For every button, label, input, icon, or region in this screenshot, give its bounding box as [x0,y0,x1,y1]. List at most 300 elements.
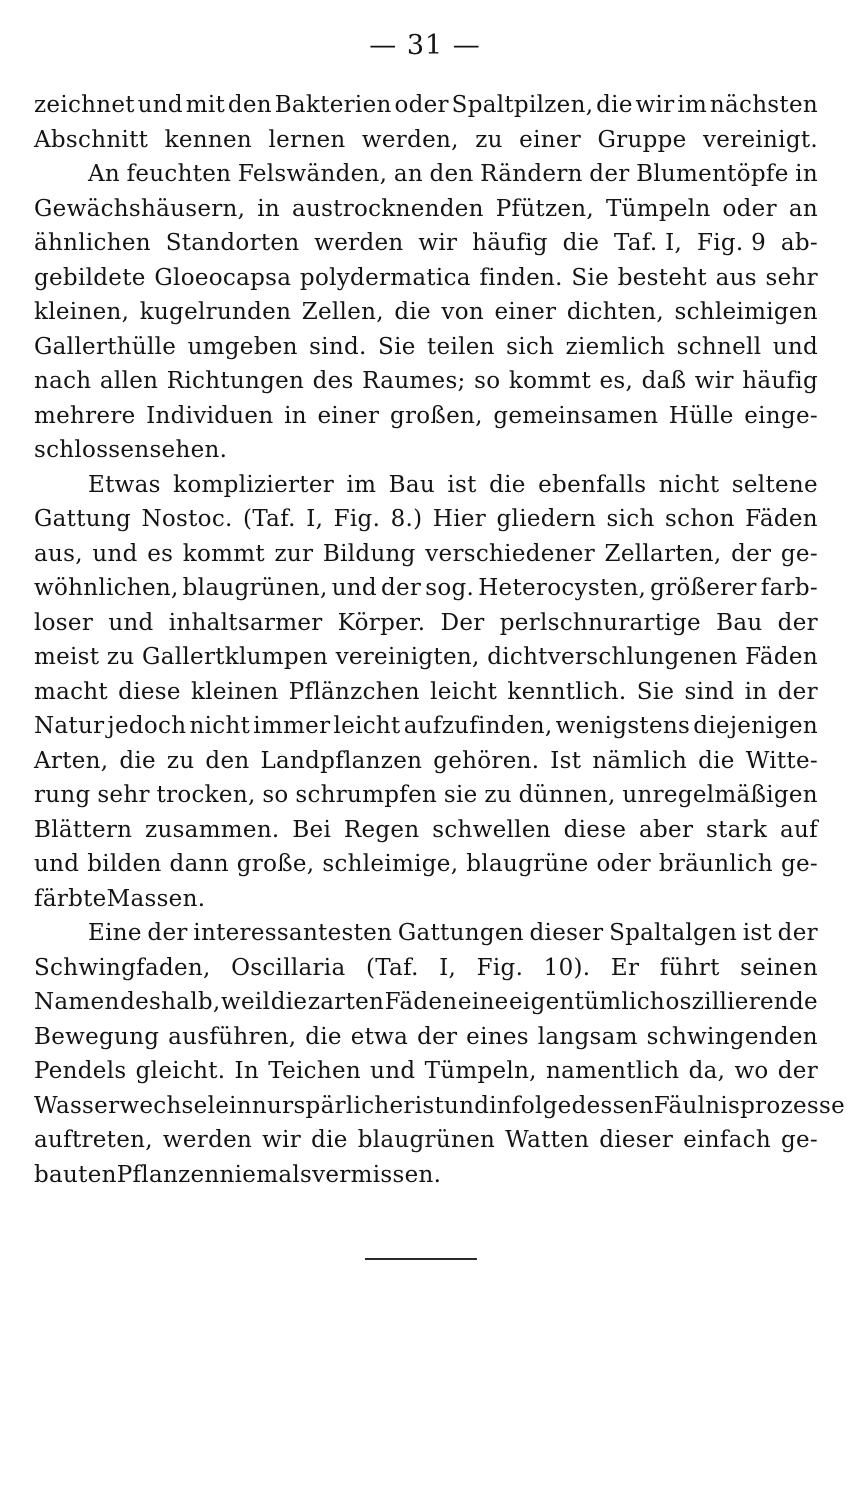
word: sie [443,782,478,808]
word: die [311,1127,348,1153]
word: und [137,92,183,118]
word: der [147,920,188,946]
word: Felswänden, [237,161,388,187]
word: im [677,92,708,118]
word: kennen [164,126,253,153]
word: und [92,540,138,567]
word: den [227,92,272,118]
word: kleinen, [34,299,130,325]
word: sich [506,333,555,360]
word: dieser [599,1127,674,1153]
word: Gruppe [597,126,687,153]
word: und [444,1092,490,1119]
word: allen [99,368,159,394]
word: die [562,230,600,256]
word: zur [274,540,314,567]
word: der [417,1023,458,1050]
word: wo [734,1058,769,1084]
word: infolgedessen [489,1092,654,1119]
word: Bildung [322,540,416,567]
word: kommt [182,540,265,567]
word: Gattung [34,506,132,532]
word: Tümpeln, [424,1058,537,1084]
text-line [34,1089,846,1124]
word: werden [162,1127,253,1153]
word: Hier [432,506,487,532]
word: der [777,609,818,636]
word: ziemlich [565,333,666,360]
word: Sie [571,264,610,291]
word: nächsten [709,92,818,118]
word: unregelmäßigen [622,782,818,808]
word: schleimigen [674,299,818,325]
word: schon [665,506,735,532]
word: in [257,195,280,222]
word: kommt [508,368,591,394]
word: deshalb, [120,989,221,1015]
word: sich [606,506,655,532]
word: Heterocysten, [478,575,647,601]
word: Massen. [106,885,206,912]
word: nach [34,368,92,394]
word: umgeben [187,333,298,360]
word: Gallertklumpen [142,644,328,670]
word: weil [221,989,271,1015]
word: Fäulnisprozesse [653,1092,846,1119]
word: häufig [742,368,818,394]
text-line [34,1123,818,1158]
word: aus, [34,540,83,567]
word: komplizierter [173,471,335,498]
word: schleimige, [322,851,459,877]
word: trocken, [156,782,256,808]
text-line [34,157,818,192]
word: Fäden [745,506,818,532]
word: Tümpeln [605,195,711,222]
word: mehrere [34,402,136,429]
word: einer [494,299,557,325]
word: Blättern [34,816,133,843]
word: leicht [333,713,401,739]
word: Blumentöpfe [636,161,789,187]
word: oszillierende [665,989,818,1015]
word: auf [779,816,818,843]
word: I, [306,506,324,532]
word: (Taf. [365,954,419,981]
word: schnell [676,333,762,360]
text-line [34,675,818,710]
word: polydermatica [299,264,471,291]
text-line [34,433,818,468]
word: Witte- [745,747,818,774]
page-number: — 31 — [369,30,481,61]
word: zu [106,644,135,670]
word: werden [314,230,404,256]
word: da, [688,1058,726,1084]
word: langsam [537,1023,638,1050]
word: farb- [760,575,818,601]
word: größerer [650,575,757,601]
word: Fäden [745,644,818,670]
word: sehen. [149,437,228,463]
word: von [441,299,484,325]
word: feuchten [126,161,232,187]
text-line [34,571,818,606]
word: zu [166,747,195,774]
word: Richtungen [166,368,305,394]
word: 10). [543,954,591,981]
word: perlschnurartige [499,609,701,636]
word: Spaltalgen [609,920,738,946]
text-line [34,330,818,365]
word: färbte [34,885,107,912]
word: bilden [87,851,162,877]
word: meist [34,644,100,670]
word: ein [215,1092,252,1119]
word: und [34,851,80,877]
word: gleicht. [135,1058,226,1084]
paragraph [34,916,846,1192]
word: nämlich [592,747,688,774]
word: wir [418,230,458,256]
text-line [34,606,818,641]
word: Fäden [384,989,458,1015]
word: Gallerthülle [34,333,177,360]
word: Körper. [337,609,426,636]
text-line [34,640,818,675]
word: ähnlichen [34,230,151,256]
word: schrumpfen [295,782,438,808]
word: einge- [744,402,818,429]
word: Gloeocapsa [154,264,292,291]
word: einer [317,402,380,429]
paragraph [34,157,818,468]
word: austrocknenden [291,195,484,222]
word: Ist [550,747,582,774]
word: schwellen [432,816,551,843]
word: häufig [472,230,548,256]
word: Landpflanzen [260,747,423,774]
section-end-rule [365,1258,477,1260]
word: zeichnet [34,92,135,118]
word: Wasserwechsel [34,1092,216,1119]
word: in [284,402,307,429]
word: ist [447,471,477,498]
text-line [34,985,818,1020]
word: ge- [780,540,818,567]
word: In [234,1058,260,1084]
text-line [34,744,818,779]
word: leicht [430,678,498,705]
word: diese [118,678,181,705]
word: Der [440,609,485,636]
word: und [331,575,377,601]
word: des [312,368,354,394]
word: großen, [389,402,483,429]
word: spärlicher [293,1092,415,1119]
word: wöhnlichen, [34,575,179,601]
word: ge- [780,851,818,877]
text-line [34,468,818,503]
text-line [34,778,818,813]
word: der [777,1058,818,1084]
word: Bakterien [274,92,392,118]
word: Regen [343,816,420,843]
word: Rändern [480,161,583,187]
word: Fig. 9 [696,230,767,256]
word: die [698,747,735,774]
word: Bewegung [34,1023,160,1050]
word: Sie [636,678,675,705]
word: die [489,471,526,498]
word: so [262,782,289,808]
word: I, [439,954,457,981]
word: eigentümlich [509,989,665,1015]
word: wir [694,368,734,394]
word: ab- [780,230,818,256]
word: es [147,540,174,567]
word: Fig. [476,954,524,981]
word: Zellarten, [604,540,722,567]
word: dieser [529,920,604,946]
word: kleinen [190,678,279,705]
word: die [270,989,308,1015]
word: wir [635,92,675,118]
word: die [119,747,156,774]
word: die [596,92,633,118]
word: Pfützen, [495,195,595,222]
text-line [34,1158,818,1193]
word: Namen [34,989,120,1015]
word: teilen [427,333,495,360]
text-line [34,364,818,399]
word: vereinigt. [702,126,818,153]
word: gemeinsamen [493,402,659,429]
word: immer [253,713,331,739]
word: in [744,678,768,705]
body-text [34,88,846,1192]
word: vermissen. [312,1161,442,1188]
word: dünnen, [518,782,616,808]
word: Gattungen [397,920,524,946]
word: ebenfalls [538,471,647,498]
text-line [34,502,818,537]
word: Arten, [34,747,109,774]
word: die [394,299,431,325]
word: Schwingfaden, [34,954,211,981]
text-line [34,88,818,123]
word: dann [169,851,229,877]
word: lernen [268,126,346,153]
text-line [34,226,818,261]
word: stark [706,816,768,843]
word: etwa [350,1023,409,1050]
word: werden, [361,126,459,153]
word: blaugrünen [357,1127,496,1153]
word: oder [722,195,777,222]
word: sind [684,678,735,705]
word: Nostoc. [141,506,233,532]
word: ist [742,920,773,946]
word: und [772,333,818,360]
word: eine [457,989,509,1015]
word: kenntlich. [507,678,627,705]
word: diejenigen [693,713,818,739]
word: aber [639,816,694,843]
word: namentlich [545,1058,680,1084]
word: verschiedener [425,540,595,567]
word: einer [519,126,582,153]
text-line [34,192,818,227]
word: sehr [765,264,818,291]
word: vereinigten, [335,644,480,670]
word: mit [185,92,226,118]
text-line [34,399,818,434]
word: Bau [716,609,763,636]
word: interessantesten [193,920,393,946]
word: und [108,609,154,636]
word: Taf. I, [614,230,683,256]
word: eines [466,1023,529,1050]
word: nicht [189,713,251,739]
word: Eine [88,920,142,946]
word: große, [236,851,315,877]
word: rung [34,782,91,808]
word: es, [599,368,634,394]
word: Teichen [268,1058,361,1084]
word: ist [414,1092,445,1119]
word: sog. [425,575,475,601]
word: an [788,195,818,222]
word: Bau [388,471,435,498]
word: ausführen, [168,1023,297,1050]
word: sehr [97,782,150,808]
word: Raumes; [362,368,466,394]
word: 8.) [390,506,423,532]
word: gebildete [34,264,146,291]
word: nur [251,1092,294,1119]
word: zarten [307,989,385,1015]
text-line [34,537,818,572]
word: Zellen, [301,299,384,325]
word: Etwas [88,471,161,498]
text-line [34,295,818,330]
word: Pflanzen [116,1161,220,1188]
word: Sie [378,333,416,360]
word: dichtverschlungenen [487,644,738,670]
word: der [589,161,630,187]
word: blaugrünen, [182,575,328,601]
word: wir [262,1127,302,1153]
word: bräunlich [658,851,773,877]
text-line [34,709,818,744]
text-line [34,916,818,951]
word: Hülle [668,402,734,429]
word: An [88,161,121,187]
word: der [731,540,772,567]
word: seinen [740,954,818,981]
word: im [346,471,377,498]
word: seltene [731,471,818,498]
word: oder [394,92,449,118]
word: macht [34,678,108,705]
word: sind. [309,333,367,360]
text-line [34,261,818,296]
word: wenigstens [555,713,691,739]
text-line [34,1020,818,1055]
word: und [370,1058,416,1084]
word: Er [610,954,640,981]
word: gliedern [496,506,597,532]
word: der [777,920,818,946]
word: finden. [479,264,563,291]
word: oder [596,851,651,877]
text-line [34,847,818,882]
word: inhaltsarmer [168,609,323,636]
word: Bei [292,816,332,843]
text-line [34,882,818,917]
word: auftreten, [34,1127,153,1153]
word: Oscillaria [231,954,346,981]
word: einfach [683,1127,771,1153]
word: Pflänzchen [288,678,420,705]
word: schwingenden [646,1023,818,1050]
word: der [380,575,422,601]
word: schlossen [34,437,150,463]
word: diese [563,816,627,843]
word: den [205,747,250,774]
word: in [795,161,818,187]
word: Watten [505,1127,590,1153]
paragraph [34,88,818,157]
word: nicht [658,471,720,498]
text-line [34,1054,818,1089]
text-line [34,123,818,158]
word: niemals [219,1161,313,1188]
word: aufzufinden, [403,713,553,739]
word: Abschnitt [34,126,149,153]
word: den [429,161,474,187]
text-line [34,813,818,848]
word: bauten [34,1161,117,1188]
word: der [777,678,818,705]
paragraph [34,468,818,917]
word: Pendels [34,1058,127,1084]
word: Gewächshäusern, [34,195,246,222]
word: daß [641,368,687,394]
word: so [474,368,501,394]
word: Spaltpilzen, [451,92,594,118]
word: Individuen [146,402,274,429]
word: führt [659,954,720,981]
word: loser [34,609,94,636]
word: ge- [780,1127,818,1153]
word: zu [484,782,512,808]
word: Fig. [333,506,381,532]
word: jedoch [107,713,187,739]
word: blaugrüne [466,851,589,877]
word: Standorten [165,230,300,256]
word: (Taf. [243,506,296,532]
word: aus [715,264,757,291]
word: dichten, [566,299,664,325]
word: kugelrunden [139,299,292,325]
word: zusammen. [145,816,280,843]
word: Natur [34,713,105,739]
word: zu [475,126,503,153]
word: gehören. [433,747,540,774]
word: besteht [617,264,707,291]
